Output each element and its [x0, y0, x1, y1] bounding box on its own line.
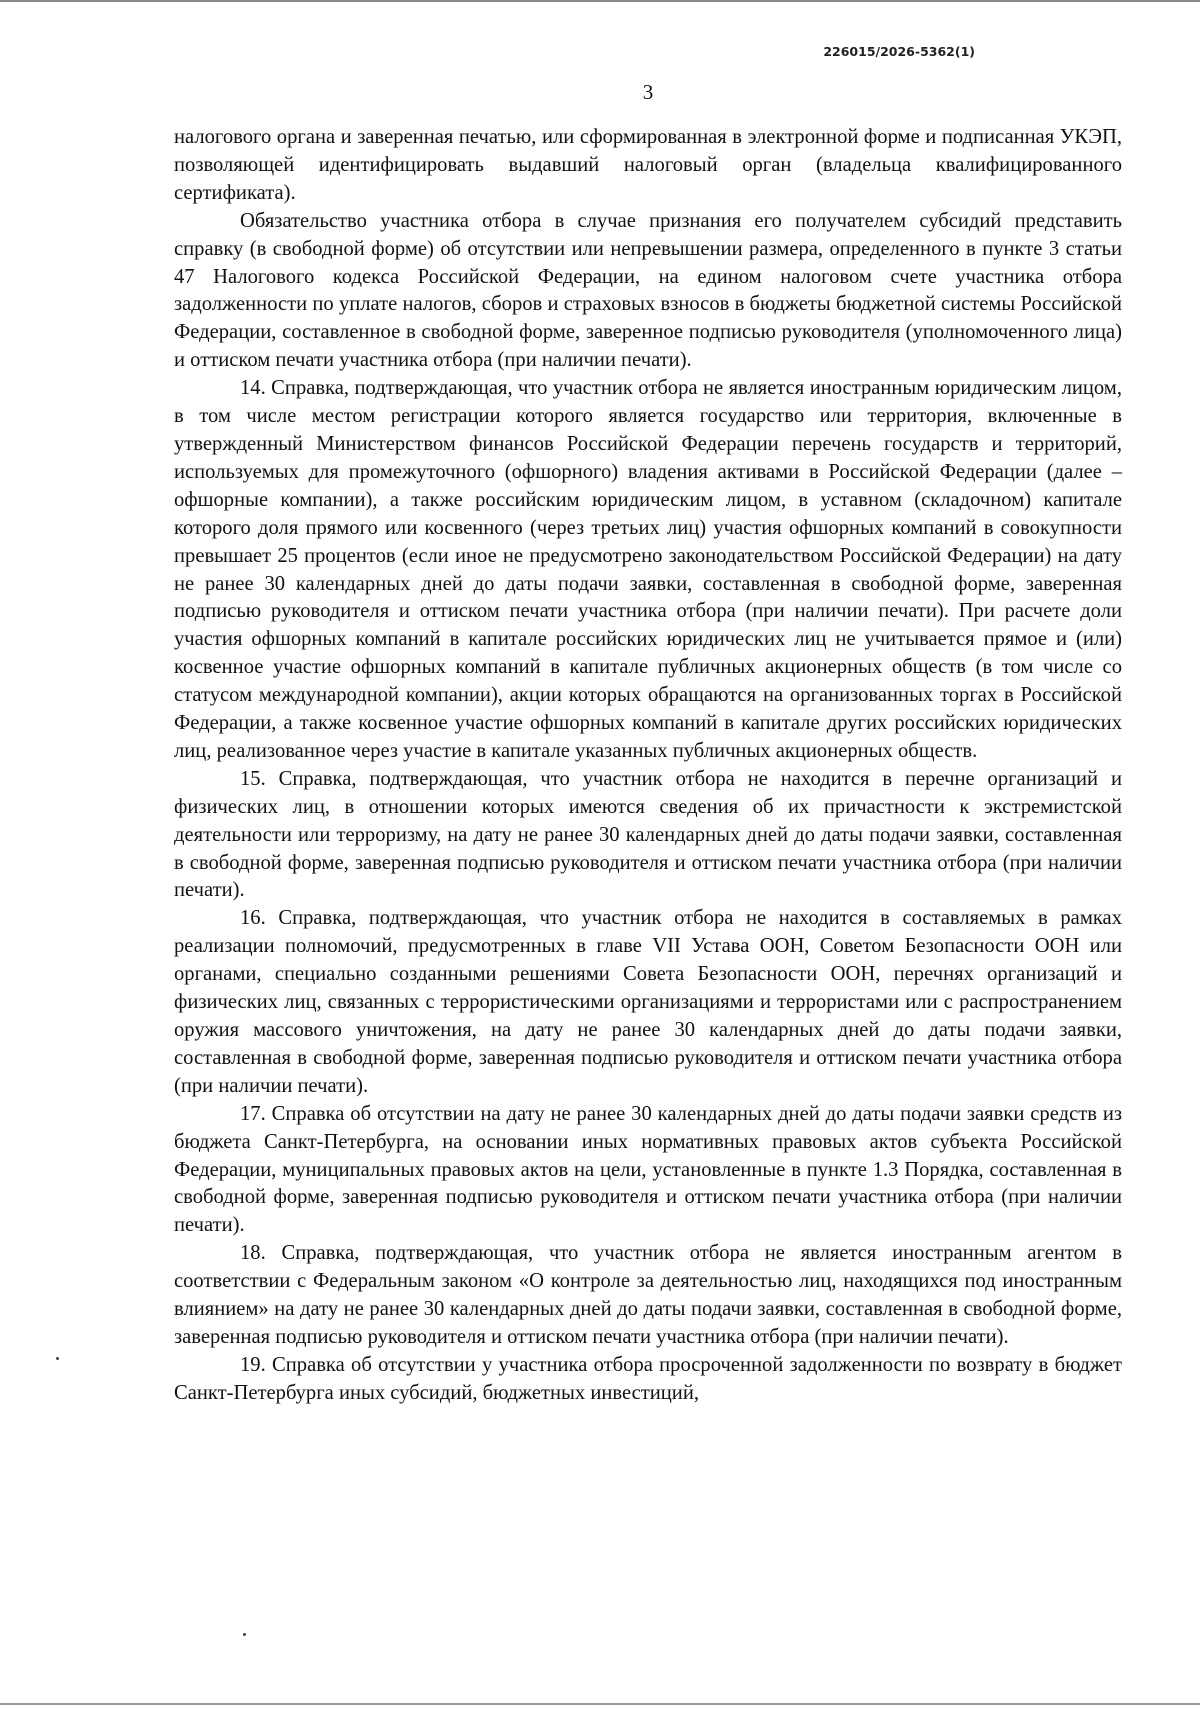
registration-number: 226015/2026-5362(1)	[823, 44, 975, 59]
paragraph-continuation: налогового органа и заверенная печатью, или сформированная в электронной форме и подписанная УКЭП, позволяющей идентифицировать выдавший налоговый орган (владельца квалифицированного сертификата).	[174, 126, 1122, 204]
paragraph-16: 16. Справка, подтверждающая, что участник отбора не находится в составляемых в рамках реализации полномочий, предусмотренных в главе VII Устава ООН, Советом Безопасности ООН или органами, специально созданными решениями Совета Безопасности ООН, перечнях организаций и физических лиц, связанных с террористическими организациями и террористами или с распространением оружия массового уничтожения, на дату не ранее 30 календарных дней до даты подачи заявки, составленная в свободной форме, заверенная подписью руководителя и оттиском печати участника отбора (при наличии печати).	[174, 907, 1122, 1097]
scan-speck	[243, 1633, 246, 1636]
page-number: 3	[642, 80, 654, 104]
scan-speck	[56, 1357, 59, 1360]
paragraph-18: 18. Справка, подтверждающая, что участник отбора не является иностранным агентом в соответствии с Федеральным законом «О контроле за деятельностью лиц, находящихся под иностранным влиянием» на дату не ранее 30 календарных дней до даты подачи заявки, составленная в свободной форме, заверенная подписью руководителя и оттиском печати участника отбора (при наличии печати).	[174, 1242, 1122, 1348]
paragraph-15: 15. Справка, подтверждающая, что участник отбора не находится в перечне организаций и физических лиц, в отношении которых имеются сведения об их причастности к экстремистской деятельности или терроризму, на дату не ранее 30 календарных дней до даты подачи заявки, составленная в свободной форме, заверенная подписью руководителя и оттиском печати участника отбора (при наличии печати).	[174, 767, 1122, 902]
document-body	[174, 124, 1122, 1408]
paragraph-17: 17. Справка об отсутствии на дату не ранее 30 календарных дней до даты подачи заявки средств из бюджета Санкт-Петербурга, на основании иных нормативных правовых актов субъекта Российской Федерации, муниципальных правовых актов на цели, установленные в пункте 1.3 Порядка, составленная в свободной форме, заверенная подписью руководителя и оттиском печати участника отбора (при наличии печати).	[174, 1102, 1122, 1237]
scan-top-edge	[0, 0, 1200, 2]
paragraph-obligation: Обязательство участника отбора в случае признания его получателем субсидий представить справку (в свободной форме) об отсутствии или непревышении размера, определенного в пункте 3 статьи 47 Налогового кодекса Российской Федерации, на едином налоговом счете участника отбора задолженности по уплате налогов, сборов и страховых взносов в бюджеты бюджетной системы Российской Федерации, составленное в свободной форме, заверенное подписью руководителя (уполномоченного лица) и оттиском печати участника отбора (при наличии печати).	[174, 209, 1122, 372]
paragraph-19: 19. Справка об отсутствии у участника отбора просроченной задолженности по возврату в бюджет Санкт-Петербурга иных субсидий, бюджетных инвестиций,	[174, 1353, 1122, 1404]
paragraph-14: 14. Справка, подтверждающая, что участник отбора не является иностранным юридическим лицом, в том числе местом регистрации которого является государство или территория, включенные в утвержденный Министерством финансов Российской Федерации перечень государств и территорий, используемых для промежуточного (офшорного) владения активами в Российской Федерации (далее – офшорные компании), а также российским юридическим лицом, в уставном (складочном) капитале которого доля прямого или косвенного (через третьих лиц) участия офшорных компаний в совокупности превышает 25 процентов (если иное не предусмотрено законодательством Российской Федерации) на дату не ранее 30 календарных дней до даты подачи заявки, составленная в свободной форме, заверенная подписью руководителя и оттиском печати участника отбора (при наличии печати). При расчете доли участия офшорных компаний в капитале российских юридических лиц не учитывается прямое и (или) косвенное участие офшорных компаний в капитале публичных акционерных обществ (в том числе со статусом международной компании), акции которых обращаются на организованных торгах в Российской Федерации, а также косвенное участие офшорных компаний в капитале других российских юридических лиц, реализованное через участие в капитале указанных публичных акционерных обществ.	[174, 377, 1122, 762]
scan-bottom-edge	[0, 1703, 1200, 1705]
